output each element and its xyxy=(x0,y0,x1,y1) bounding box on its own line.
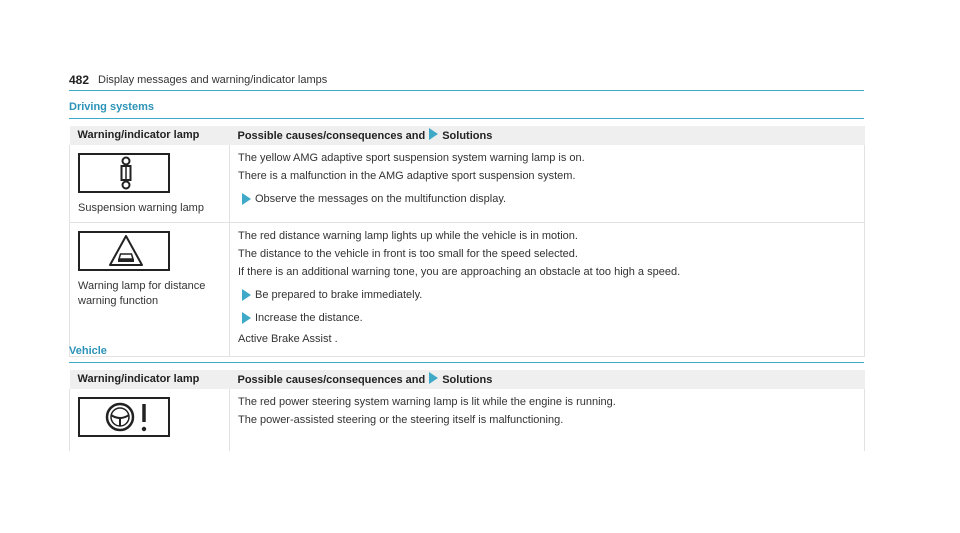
lamp-label: Suspension warning lamp xyxy=(78,202,204,214)
suspension-warning-icon xyxy=(78,153,170,193)
lamp-cell xyxy=(70,223,230,357)
cause-text: The red distance warning lamp lights up while the vehicle is in motion. xyxy=(238,230,578,242)
cause-text: The distance to the vehicle in front is too small for the speed selected. xyxy=(238,248,578,260)
lamp-cell xyxy=(70,145,230,223)
column-header-causes: Possible causes/consequences and Solutions xyxy=(230,126,865,145)
cause-text: There is a malfunction in the AMG adaptive sport suspension system. xyxy=(238,170,576,182)
arrow-right-icon xyxy=(242,289,251,301)
solution-step: Be prepared to brake immediately. xyxy=(238,288,856,303)
arrow-right-icon xyxy=(242,193,251,205)
page-header xyxy=(69,66,864,91)
arrow-right-icon xyxy=(429,128,438,140)
table-row xyxy=(70,223,865,357)
table-header-row xyxy=(70,370,865,389)
column-header-causes: Possible causes/consequences and Solutions xyxy=(230,370,865,389)
cause-footer: Active Brake Assist . xyxy=(238,333,338,345)
solution-step: Increase the distance. xyxy=(238,311,856,326)
column-header-lamp: Warning/indicator lamp xyxy=(70,370,230,389)
table-header-row xyxy=(70,126,865,145)
solution-step: Observe the messages on the multifunction display. xyxy=(238,192,856,207)
section-title-vehicle: Vehicle xyxy=(69,344,864,363)
causes-cell xyxy=(230,389,865,451)
distance-warning-icon xyxy=(78,231,170,271)
lamp-label: warning function xyxy=(78,295,159,307)
power-steering-warning-icon xyxy=(78,397,170,437)
page-number: 482 xyxy=(69,73,90,87)
table-row xyxy=(70,389,865,451)
causes-cell xyxy=(230,223,865,357)
section-title-driving-systems: Driving systems xyxy=(69,100,864,119)
column-header-lamp: Warning/indicator lamp xyxy=(70,126,230,145)
vehicle-table xyxy=(69,370,865,451)
arrow-right-icon xyxy=(429,372,438,384)
cause-text: If there is an additional warning tone, you are approaching an obstacle at too high a speed. xyxy=(238,266,681,278)
lamp-label: Warning lamp for distance xyxy=(78,280,206,292)
cause-text: The red power steering system warning lamp is lit while the engine is running. xyxy=(238,396,616,408)
table-row xyxy=(70,145,865,223)
cause-text: The power-assisted steering or the steering itself is malfunctioning. xyxy=(238,414,564,426)
causes-cell xyxy=(230,145,865,223)
page-header-title: Display messages and warning/indicator lamps xyxy=(98,74,328,86)
arrow-right-icon xyxy=(242,312,251,324)
cause-text: The yellow AMG adaptive sport suspension system warning lamp is on. xyxy=(238,152,585,164)
driving-systems-table xyxy=(69,126,865,357)
lamp-cell xyxy=(70,389,230,451)
